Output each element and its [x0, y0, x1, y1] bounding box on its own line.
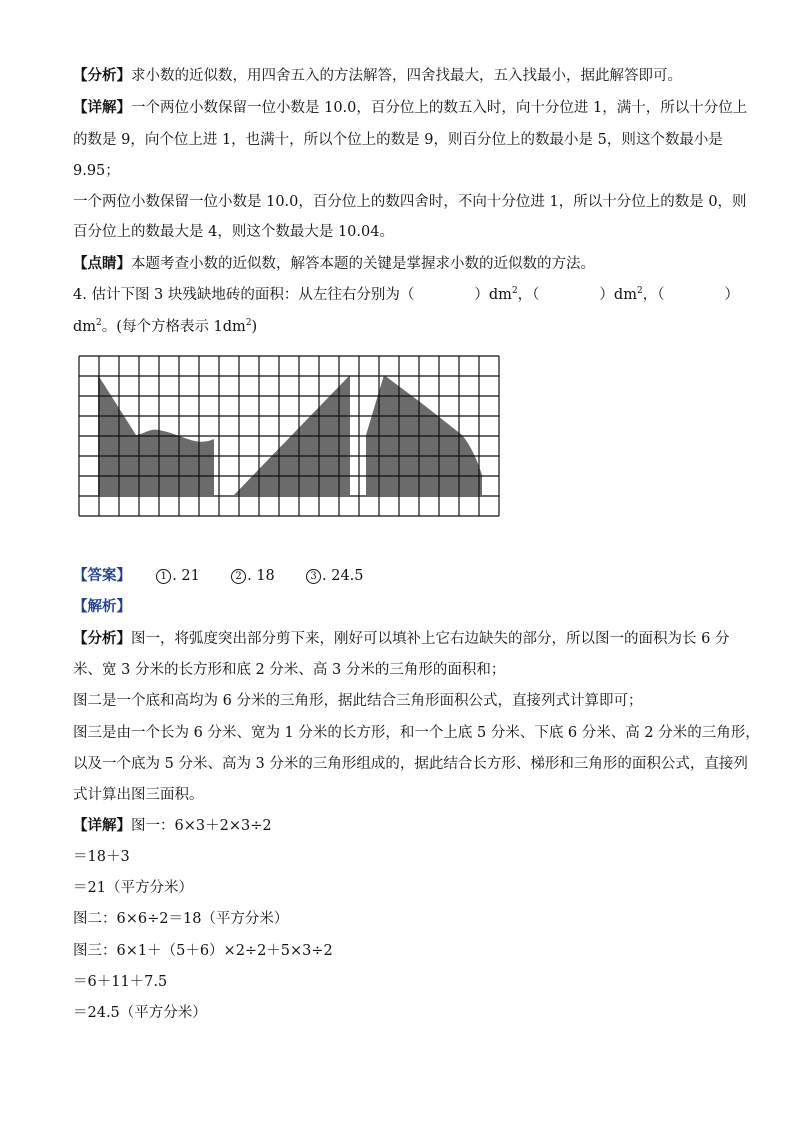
answer-value: . 18 — [247, 568, 275, 584]
superscript: 2 — [636, 286, 643, 296]
comment-line — [73, 254, 595, 274]
analysis2-text-1: 图一，将弧度突出部分剪下来，刚好可以填补上它右边缺失的部分，所以图一的面积为长 6 分 — [131, 631, 730, 647]
answer-item-1 — [156, 568, 200, 584]
comment-text: 本题考查小数的近似数，解答本题的关键是掌握求小数的近似数的方法。 — [131, 256, 595, 272]
analysis-tag: 【分析】 — [73, 67, 131, 84]
analysis2-tag: 【分析】 — [73, 630, 131, 647]
circled-number: 2 — [231, 569, 246, 584]
detail2-line-1 — [73, 816, 272, 836]
detail-line-5: 百分位上的数最大是 4，则这个数最大是 10.04。 — [73, 224, 394, 240]
analysis2-line-3: 图二是一个底和高均为 6 分米的三角形，据此结合三角形面积公式，直接列式计算即可； — [73, 693, 643, 709]
detail2-text: 图一：6×3＋2×3÷2 — [131, 818, 272, 834]
question-line-1 — [73, 285, 739, 305]
analysis2-line-2: 米、宽 3 分米的长方形和底 2 分米、高 3 分米的三角形的面积和； — [73, 662, 506, 678]
analysis2-line-5: 以及一个底为 5 分米、高为 3 分米的三角形组成的，据此结合长方形、梯形和三角形的面积公式，直接列 — [73, 756, 748, 772]
detail-line-2: 的数是 9，向个位上进 1，也满十，所以个位上的数是 9，则百分位上的数最小是 5，则这个数最小是 — [73, 132, 723, 148]
superscript: 2 — [96, 318, 102, 328]
detail2-line-5: 图三：6×1＋（5＋6）×2÷2＋5×3÷2 — [73, 943, 333, 959]
superscript: 2 — [511, 286, 518, 296]
answer-tag: 【答案】 — [73, 567, 131, 584]
detail-line-4: 一个两位小数保留一位小数是 10.0，百分位上的数四舍时，不向十分位进 1，所以十分位上的数是 0，则 — [73, 194, 747, 210]
tile-3 — [366, 375, 482, 495]
tile-1 — [98, 375, 214, 495]
analysis2-line-1 — [73, 629, 729, 649]
answer-line — [73, 566, 364, 586]
detail2-line-7: ＝24.5（平方分米） — [73, 1005, 207, 1021]
comment-tag: 【点睛】 — [73, 255, 131, 272]
superscript: 2 — [245, 318, 252, 328]
tile-2 — [234, 375, 350, 495]
answer-value: . 21 — [172, 568, 200, 584]
circled-number: 1 — [156, 569, 171, 584]
grid-note: 。(每个方格表示 1dm — [101, 319, 246, 335]
grid-note-end: ) — [251, 319, 258, 335]
question-part1: 4. 估计下图 3 块残缺地砖的面积：从左往右分别为（ — [73, 287, 415, 303]
question-part6: ） — [724, 287, 739, 303]
solution-tag: 【解析】 — [73, 598, 131, 615]
circled-number: 3 — [306, 569, 321, 584]
analysis-line — [73, 66, 682, 86]
tile-grid-figure — [78, 355, 502, 519]
tile-shapes — [98, 375, 482, 495]
analysis-text: 求小数的近似数，用四舍五入的方法解答，四舍找最大，五入找最小，据此解答即可。 — [131, 68, 682, 84]
detail-line-1 — [73, 98, 747, 118]
question-part5: ，（ — [642, 287, 665, 303]
detail2-line-4: 图二：6×6÷2＝18（平方分米） — [73, 911, 289, 927]
detail-text-1: 一个两位小数保留一位小数是 10.0，百分位上的数五入时，向十分位进 1，满十，所以十分位上 — [131, 100, 748, 116]
question-part4: ）dm — [599, 287, 637, 303]
detail2-line-3: ＝21（平方分米） — [73, 880, 193, 896]
analysis2-line-6: 式计算出图三面积。 — [73, 787, 204, 803]
unit-dm: dm — [73, 319, 97, 335]
answer-item-3 — [306, 568, 364, 584]
analysis2-line-4: 图三是由一个长为 6 分米、宽为 1 分米的长方形，和一个上底 5 分米、下底 6 分米、高 2 分米的三角形， — [73, 725, 760, 741]
detail2-line-6: ＝6＋11＋7.5 — [73, 974, 168, 990]
answer-value: . 24.5 — [322, 568, 364, 584]
question-line-2 — [73, 317, 257, 337]
detail2-tag: 【详解】 — [73, 817, 131, 834]
answer-item-2 — [231, 568, 275, 584]
question-part3: ，（ — [517, 287, 540, 303]
question-part2: ）dm — [474, 287, 512, 303]
detail-tag: 【详解】 — [73, 99, 131, 116]
detail2-line-2: ＝18＋3 — [73, 849, 130, 865]
detail-line-3: 9.95； — [73, 163, 120, 179]
